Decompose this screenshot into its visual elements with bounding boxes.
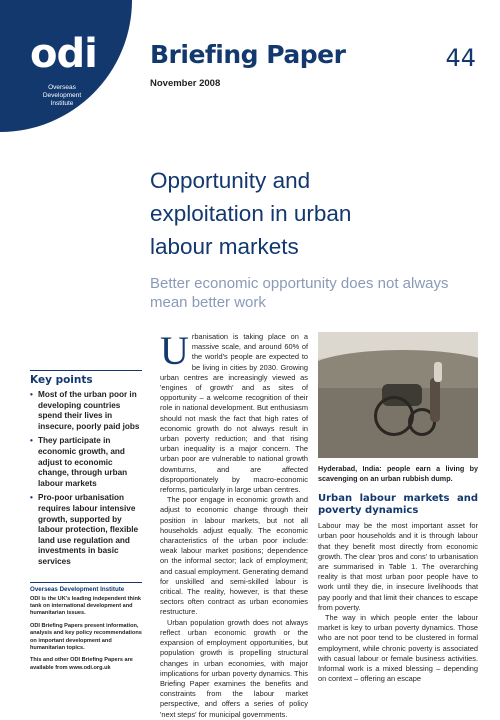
subtitle-line-1: Better economic opportunity does not always xyxy=(150,275,449,292)
drop-cap: U xyxy=(160,328,189,373)
logo-line-2: Institute xyxy=(50,100,74,107)
odi-org-name: Overseas Development Institute xyxy=(30,585,125,593)
title-line-1: Opportunity and xyxy=(150,168,311,193)
paper-number: 44 xyxy=(445,44,476,72)
section-heading: Urban labour markets and poverty dynamics xyxy=(318,493,478,517)
title-line-3: labour markets xyxy=(150,234,299,259)
logo-block xyxy=(0,0,132,132)
subtitle xyxy=(150,274,480,312)
key-point: • Pro-poor urbanisation requires labour intensive growth, supported by labour protection, flexible land use regulation and investments in basic services xyxy=(30,493,142,567)
key-point: • They participate in economic growth, and adjust to economic change, through urban labour markets xyxy=(30,436,142,489)
odi-info-text: This and other ODI Briefing Papers are available from www.odi.org.uk xyxy=(30,657,133,671)
body-paragraph: Urban population growth does not always reflect urban economic growth or the expansion of employment opportunities, but population growth is propelling structural changes in urban economies, with major implications for urban poverty dynamics. This Briefing Paper examines the benefits and constraints from the labour market perspective, and offers a series of policy 'next steps' for municipal governments. xyxy=(160,617,308,719)
odi-info-text: ODI Briefing Papers present information, analysis and key policy recommendations on important development and humanitarian topics. xyxy=(30,622,142,651)
section-paragraph: The way in which people enter the labour market is key to urban poverty dynamics. Those who are not poor tend to be clustered in formal employment, while chronic poverty is associated with casual labour or female business activities. Informal work is a mixed blessing – depending on context – offering an escape xyxy=(318,613,478,684)
title-line-2: exploitation in urban xyxy=(150,201,352,226)
section-paragraph: Labour may be the most important asset for urban poor households and it is through labour that they benefit most directly from economic growth. The clear 'pros and cons' to urbanisation are summarised in Table 1. The overarching reality is that most urban poor people have to work until they die, in insecure livelihoods that pay poorly and that limit their chances to escape from poverty. xyxy=(318,521,478,612)
series-title: Briefing Paper xyxy=(150,40,346,69)
body-paragraph: The poor engage in economic growth and adjust to economic change through their position in labour markets, but not all households adjust equally. The economic characteristics of the urban poor include: weak labour market positions; dependence on the informal sector; lack of employment; and casual employment. Generating demand for unskilled and semi-skilled labour is critical. The reality, however, is that these sectors often contract as urban economies restructure. xyxy=(160,495,308,617)
publication-date: November 2008 xyxy=(150,78,221,89)
photo-person xyxy=(430,378,440,422)
odi-info xyxy=(30,582,142,673)
logo-line-1: Overseas Development xyxy=(42,84,82,99)
sidebar xyxy=(30,370,142,677)
page-title xyxy=(150,164,480,263)
odi-logo: odi xyxy=(30,31,97,77)
odi-info-text: ODI is the UK's leading independent think tank on international development and humanitarian issues. xyxy=(30,595,142,617)
key-point: • Most of the urban poor in developing countries spend their lives in insecure, poorly paid jobs xyxy=(30,390,142,432)
key-points-heading: Key points xyxy=(30,370,142,386)
body-paragraph: rbanisation is taking place on a massive scale, and around 60% of the world's people are expected to be living in cities by 2030. Growing urban centres are increasingly viewed as 'engines of growth' and as sites of opportunity – a welcome recognition of their role in national development. But enthusiasm should not mask the fact that high rates of economic growth do not always result in urban poverty reduction; and that rising urban inequality is a major concern. The urban poor are vulnerable to national growth downturns, and are affected disproportionately by macro-economic reforms, particularly in large urban centres. xyxy=(160,332,308,495)
subtitle-line-2: mean better work xyxy=(150,294,266,311)
key-points-list xyxy=(30,390,142,568)
body-column-2 xyxy=(318,332,478,684)
logo-subtitle xyxy=(30,84,94,108)
body-column-1 xyxy=(160,328,308,720)
photo-caption: Hyderabad, India: people earn a living by scavenging on an urban rubbish dump. xyxy=(318,464,478,483)
photo-person xyxy=(434,362,442,382)
rubbish-dump-photo xyxy=(318,332,478,458)
